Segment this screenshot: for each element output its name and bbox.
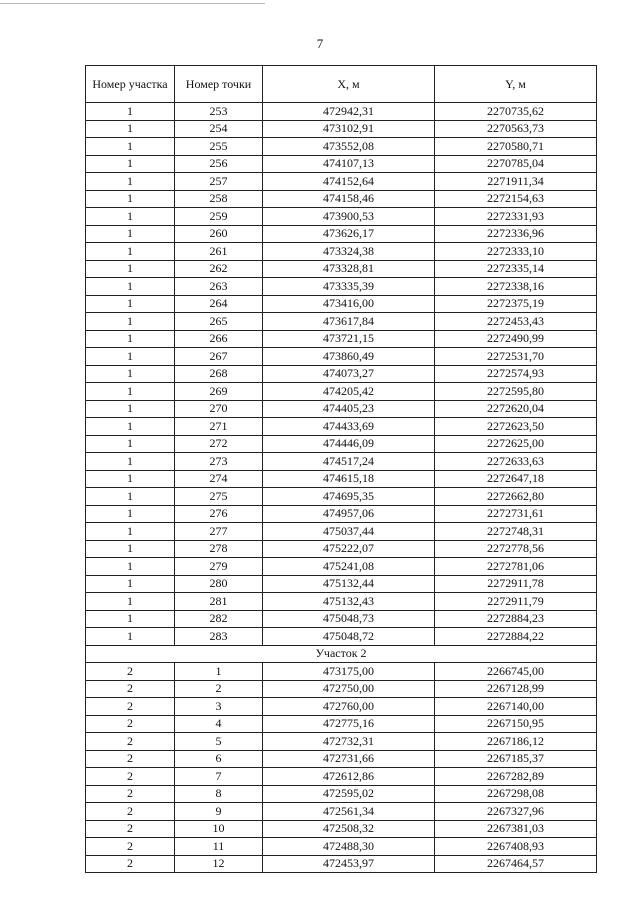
y-coordinate-cell: 2267408,93 [435, 838, 597, 856]
x-coordinate-cell: 474957,06 [263, 505, 435, 523]
x-coordinate-cell: 473175,00 [263, 663, 435, 681]
table-row [86, 365, 597, 383]
plot-number-cell: 2 [86, 785, 175, 803]
table-row [86, 855, 597, 873]
point-number-cell: 279 [175, 558, 263, 576]
y-coordinate-cell: 2267185,37 [435, 750, 597, 768]
x-coordinate-cell: 474446,09 [263, 435, 435, 453]
y-coordinate-cell: 2272623,50 [435, 418, 597, 436]
plot-number-cell: 1 [86, 155, 175, 173]
y-coordinate-cell: 2267186,12 [435, 733, 597, 751]
y-coordinate-cell: 2267381,03 [435, 820, 597, 838]
plot-number-cell: 2 [86, 768, 175, 786]
y-coordinate-cell: 2272333,10 [435, 243, 597, 261]
plot-number-cell: 1 [86, 400, 175, 418]
x-coordinate-cell: 473328,81 [263, 260, 435, 278]
header-point-number: Номер точки [175, 66, 263, 103]
point-number-cell: 281 [175, 593, 263, 611]
table-row [86, 785, 597, 803]
point-number-cell: 5 [175, 733, 263, 751]
table-row [86, 680, 597, 698]
table-row [86, 260, 597, 278]
point-number-cell: 266 [175, 330, 263, 348]
x-coordinate-cell: 474152,64 [263, 173, 435, 191]
x-coordinate-cell: 472731,66 [263, 750, 435, 768]
point-number-cell: 12 [175, 855, 263, 873]
table-row [86, 330, 597, 348]
point-number-cell: 256 [175, 155, 263, 173]
table-body [86, 103, 597, 873]
point-number-cell: 11 [175, 838, 263, 856]
table-row [86, 488, 597, 506]
y-coordinate-cell: 2272647,18 [435, 470, 597, 488]
x-coordinate-cell: 472750,00 [263, 680, 435, 698]
y-coordinate-cell: 2272531,70 [435, 348, 597, 366]
y-coordinate-cell: 2272748,31 [435, 523, 597, 541]
plot-number-cell: 2 [86, 698, 175, 716]
section-header-row [86, 645, 597, 663]
plot-number-cell: 2 [86, 838, 175, 856]
plot-number-cell: 1 [86, 348, 175, 366]
point-number-cell: 271 [175, 418, 263, 436]
point-number-cell: 253 [175, 103, 263, 121]
y-coordinate-cell: 2272154,63 [435, 190, 597, 208]
point-number-cell: 254 [175, 120, 263, 138]
plot-number-cell: 2 [86, 803, 175, 821]
x-coordinate-cell: 472595,02 [263, 785, 435, 803]
table-row [86, 505, 597, 523]
table-row [86, 155, 597, 173]
point-number-cell: 260 [175, 225, 263, 243]
table-row [86, 243, 597, 261]
point-number-cell: 268 [175, 365, 263, 383]
y-coordinate-cell: 2270563,73 [435, 120, 597, 138]
y-coordinate-cell: 2272911,78 [435, 575, 597, 593]
plot-number-cell: 1 [86, 330, 175, 348]
section-title: Участок 2 [86, 645, 597, 663]
table-row [86, 208, 597, 226]
table-row [86, 768, 597, 786]
x-coordinate-cell: 473552,08 [263, 138, 435, 156]
table-row [86, 313, 597, 331]
x-coordinate-cell: 474205,42 [263, 383, 435, 401]
x-coordinate-cell: 475048,73 [263, 610, 435, 628]
table-row [86, 663, 597, 681]
plot-number-cell: 1 [86, 138, 175, 156]
plot-number-cell: 2 [86, 715, 175, 733]
table-row [86, 225, 597, 243]
x-coordinate-cell: 475048,72 [263, 628, 435, 646]
plot-number-cell: 1 [86, 120, 175, 138]
y-coordinate-cell: 2267150,95 [435, 715, 597, 733]
x-coordinate-cell: 474073,27 [263, 365, 435, 383]
y-coordinate-cell: 2267298,08 [435, 785, 597, 803]
plot-number-cell: 2 [86, 680, 175, 698]
top-edge-rule [0, 3, 265, 4]
y-coordinate-cell: 2270580,71 [435, 138, 597, 156]
y-coordinate-cell: 2272620,04 [435, 400, 597, 418]
plot-number-cell: 1 [86, 575, 175, 593]
x-coordinate-cell: 473900,53 [263, 208, 435, 226]
y-coordinate-cell: 2267327,96 [435, 803, 597, 821]
table-row [86, 558, 597, 576]
x-coordinate-cell: 474158,46 [263, 190, 435, 208]
y-coordinate-cell: 2270735,62 [435, 103, 597, 121]
table-row [86, 138, 597, 156]
y-coordinate-cell: 2271911,34 [435, 173, 597, 191]
point-number-cell: 269 [175, 383, 263, 401]
table-row [86, 190, 597, 208]
table-row [86, 838, 597, 856]
x-coordinate-cell: 475132,43 [263, 593, 435, 611]
y-coordinate-cell: 2272490,99 [435, 330, 597, 348]
y-coordinate-cell: 2272625,00 [435, 435, 597, 453]
x-coordinate-cell: 475132,44 [263, 575, 435, 593]
y-coordinate-cell: 2272574,93 [435, 365, 597, 383]
y-coordinate-cell: 2267128,99 [435, 680, 597, 698]
point-number-cell: 8 [175, 785, 263, 803]
x-coordinate-cell: 475037,44 [263, 523, 435, 541]
point-number-cell: 280 [175, 575, 263, 593]
table-row [86, 540, 597, 558]
plot-number-cell: 1 [86, 488, 175, 506]
table-row [86, 803, 597, 821]
y-coordinate-cell: 2272335,14 [435, 260, 597, 278]
x-coordinate-cell: 473860,49 [263, 348, 435, 366]
point-number-cell: 283 [175, 628, 263, 646]
table-row [86, 435, 597, 453]
x-coordinate-cell: 473617,84 [263, 313, 435, 331]
table-header-row [86, 66, 597, 103]
point-number-cell: 9 [175, 803, 263, 821]
y-coordinate-cell: 2272911,79 [435, 593, 597, 611]
point-number-cell: 277 [175, 523, 263, 541]
plot-number-cell: 1 [86, 523, 175, 541]
y-coordinate-cell: 2272595,80 [435, 383, 597, 401]
header-plot-number: Номер участка [86, 66, 175, 103]
plot-number-cell: 1 [86, 610, 175, 628]
table-row [86, 453, 597, 471]
point-number-cell: 265 [175, 313, 263, 331]
plot-number-cell: 1 [86, 190, 175, 208]
plot-number-cell: 1 [86, 243, 175, 261]
x-coordinate-cell: 474107,13 [263, 155, 435, 173]
table-row [86, 593, 597, 611]
point-number-cell: 273 [175, 453, 263, 471]
table-row [86, 733, 597, 751]
point-number-cell: 261 [175, 243, 263, 261]
table-row [86, 348, 597, 366]
y-coordinate-cell: 2272336,96 [435, 225, 597, 243]
x-coordinate-cell: 473102,91 [263, 120, 435, 138]
plot-number-cell: 1 [86, 365, 175, 383]
plot-number-cell: 1 [86, 260, 175, 278]
point-number-cell: 255 [175, 138, 263, 156]
table-row [86, 715, 597, 733]
table-row [86, 523, 597, 541]
plot-number-cell: 1 [86, 418, 175, 436]
plot-number-cell: 1 [86, 103, 175, 121]
plot-number-cell: 2 [86, 820, 175, 838]
table-row [86, 383, 597, 401]
y-coordinate-cell: 2266745,00 [435, 663, 597, 681]
table-row [86, 628, 597, 646]
plot-number-cell: 1 [86, 435, 175, 453]
point-number-cell: 3 [175, 698, 263, 716]
point-number-cell: 259 [175, 208, 263, 226]
x-coordinate-cell: 474517,24 [263, 453, 435, 471]
point-number-cell: 274 [175, 470, 263, 488]
header-y-coordinate: Y, м [435, 66, 597, 103]
plot-number-cell: 1 [86, 540, 175, 558]
coordinates-table [85, 65, 597, 873]
y-coordinate-cell: 2272375,19 [435, 295, 597, 313]
x-coordinate-cell: 472453,97 [263, 855, 435, 873]
table-row [86, 103, 597, 121]
point-number-cell: 278 [175, 540, 263, 558]
x-coordinate-cell: 474695,35 [263, 488, 435, 506]
plot-number-cell: 1 [86, 505, 175, 523]
x-coordinate-cell: 472775,16 [263, 715, 435, 733]
point-number-cell: 272 [175, 435, 263, 453]
y-coordinate-cell: 2272662,80 [435, 488, 597, 506]
y-coordinate-cell: 2267464,57 [435, 855, 597, 873]
y-coordinate-cell: 2272731,61 [435, 505, 597, 523]
y-coordinate-cell: 2272338,16 [435, 278, 597, 296]
point-number-cell: 258 [175, 190, 263, 208]
x-coordinate-cell: 472508,32 [263, 820, 435, 838]
plot-number-cell: 1 [86, 593, 175, 611]
point-number-cell: 6 [175, 750, 263, 768]
point-number-cell: 7 [175, 768, 263, 786]
table-row [86, 470, 597, 488]
point-number-cell: 10 [175, 820, 263, 838]
plot-number-cell: 1 [86, 383, 175, 401]
plot-number-cell: 1 [86, 173, 175, 191]
x-coordinate-cell: 473335,39 [263, 278, 435, 296]
table-row [86, 698, 597, 716]
x-coordinate-cell: 473416,00 [263, 295, 435, 313]
point-number-cell: 264 [175, 295, 263, 313]
table-row [86, 750, 597, 768]
y-coordinate-cell: 2272453,43 [435, 313, 597, 331]
table-row [86, 173, 597, 191]
x-coordinate-cell: 472488,30 [263, 838, 435, 856]
point-number-cell: 257 [175, 173, 263, 191]
plot-number-cell: 2 [86, 663, 175, 681]
table-row [86, 820, 597, 838]
plot-number-cell: 2 [86, 855, 175, 873]
point-number-cell: 263 [175, 278, 263, 296]
x-coordinate-cell: 473721,15 [263, 330, 435, 348]
y-coordinate-cell: 2272331,93 [435, 208, 597, 226]
table-row [86, 295, 597, 313]
y-coordinate-cell: 2272778,56 [435, 540, 597, 558]
point-number-cell: 1 [175, 663, 263, 681]
x-coordinate-cell: 472760,00 [263, 698, 435, 716]
point-number-cell: 262 [175, 260, 263, 278]
x-coordinate-cell: 474405,23 [263, 400, 435, 418]
y-coordinate-cell: 2272781,06 [435, 558, 597, 576]
x-coordinate-cell: 473626,17 [263, 225, 435, 243]
y-coordinate-cell: 2272633,63 [435, 453, 597, 471]
y-coordinate-cell: 2267140,00 [435, 698, 597, 716]
point-number-cell: 2 [175, 680, 263, 698]
plot-number-cell: 1 [86, 278, 175, 296]
table-row [86, 120, 597, 138]
x-coordinate-cell: 475222,07 [263, 540, 435, 558]
plot-number-cell: 1 [86, 558, 175, 576]
x-coordinate-cell: 473324,38 [263, 243, 435, 261]
plot-number-cell: 1 [86, 628, 175, 646]
x-coordinate-cell: 472732,31 [263, 733, 435, 751]
point-number-cell: 4 [175, 715, 263, 733]
plot-number-cell: 2 [86, 750, 175, 768]
plot-number-cell: 1 [86, 295, 175, 313]
x-coordinate-cell: 472561,34 [263, 803, 435, 821]
point-number-cell: 276 [175, 505, 263, 523]
plot-number-cell: 1 [86, 453, 175, 471]
header-x-coordinate: X, м [263, 66, 435, 103]
x-coordinate-cell: 474433,69 [263, 418, 435, 436]
y-coordinate-cell: 2267282,89 [435, 768, 597, 786]
plot-number-cell: 2 [86, 733, 175, 751]
plot-number-cell: 1 [86, 225, 175, 243]
page-number: 7 [316, 36, 324, 51]
x-coordinate-cell: 472942,31 [263, 103, 435, 121]
x-coordinate-cell: 475241,08 [263, 558, 435, 576]
table-row [86, 278, 597, 296]
table-row [86, 610, 597, 628]
y-coordinate-cell: 2272884,23 [435, 610, 597, 628]
point-number-cell: 282 [175, 610, 263, 628]
x-coordinate-cell: 472612,86 [263, 768, 435, 786]
table-row [86, 575, 597, 593]
y-coordinate-cell: 2272884,22 [435, 628, 597, 646]
table-row [86, 400, 597, 418]
plot-number-cell: 1 [86, 313, 175, 331]
x-coordinate-cell: 474615,18 [263, 470, 435, 488]
point-number-cell: 270 [175, 400, 263, 418]
table-row [86, 418, 597, 436]
point-number-cell: 267 [175, 348, 263, 366]
plot-number-cell: 1 [86, 470, 175, 488]
y-coordinate-cell: 2270785,04 [435, 155, 597, 173]
plot-number-cell: 1 [86, 208, 175, 226]
point-number-cell: 275 [175, 488, 263, 506]
